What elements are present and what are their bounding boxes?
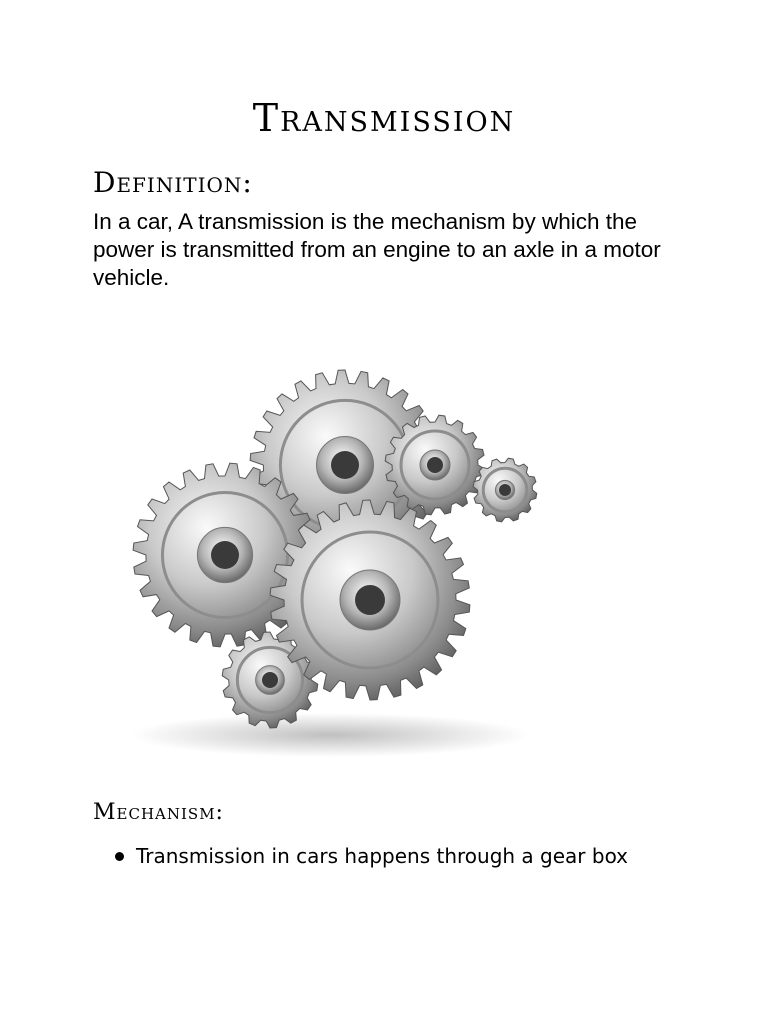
list-item — [95, 840, 628, 872]
bullet-icon — [115, 852, 124, 861]
definition-text: In a car, A transmission is the mechanism by which the power is transmitted from an engine to an axle in a motor vehicle. — [93, 209, 661, 290]
page-title: Transmission — [252, 96, 516, 140]
definition-heading: Definition: — [93, 166, 253, 199]
mechanism-list — [95, 840, 628, 872]
list-item-text: Transmission in cars happens through a gear box — [136, 844, 629, 868]
gears-icon — [100, 350, 570, 760]
gear-icon — [473, 458, 537, 522]
mechanism-heading: Mechanism: — [93, 800, 224, 825]
